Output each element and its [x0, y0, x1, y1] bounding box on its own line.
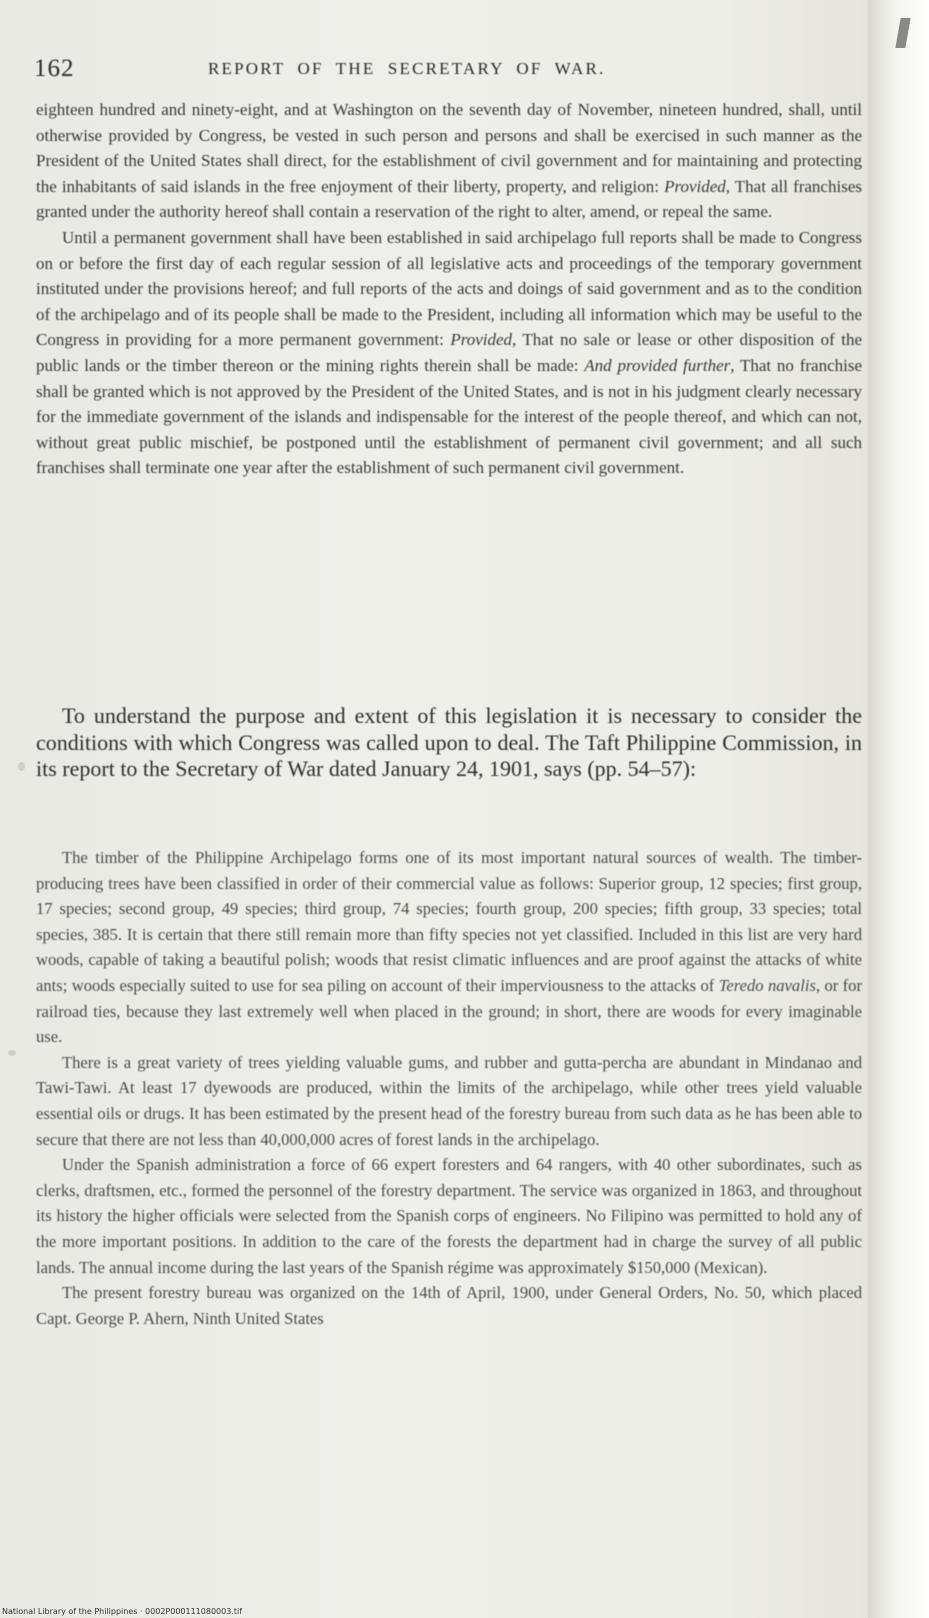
- page-number: 162: [34, 55, 75, 82]
- statute-text: [36, 97, 862, 481]
- proviso: And provided further: [584, 355, 731, 375]
- species-name: Teredo navalis: [718, 975, 816, 995]
- quoted-report: [36, 845, 862, 1331]
- statute-paragraph: Until a permanent government shall have been established in said archipelago full reports shall be made to Congress on or before the first day of each regular session of all legislative acts and proceedings of the temporary government instituted under the provisions hereof; and full reports of the acts and doings of said government and as to the condition of the archipelago and of its people shall be made to the President, including all information which may be useful to the Congress in providing for a more permanent government: Provided, That no sale or lease or other disposition of the public lands or the timber thereon or the mining rights therein shall be made: And provided further, That no franchise shall be granted which is not approved by the President of the United States, and is not in his judgment clearly necessary for the immediate government of the islands and indispensable for the interest of the people thereof, and which can not, without great public mischief, be postponed until the establishment of permanent civil government; and all such franchises shall terminate one year after the establishment of such permanent civil government.: [36, 227, 863, 478]
- quote-paragraph: Under the Spanish administration a force of 66 expert foresters and 64 rangers, with 40 other subordinates, such as clerks, draftsmen, etc., formed the personnel of the forestry department. The service was organized in 1863, and throughout its history the higher officials were selected from the Spanish corps of engineers. No Filipino was permitted to hold any of the more important positions. In addition to the care of the forests the department had in charge the survey of all public lands. The annual income during the last years of the Spanish régime was approximately $150,000 (Mexican).: [36, 1155, 862, 1277]
- proviso: Provided: [450, 330, 513, 350]
- margin-smudge: [8, 1050, 16, 1056]
- margin-smudge: [18, 762, 25, 771]
- proviso: Provided: [664, 176, 726, 196]
- quote-paragraph: The timber of the Philippine Archipelago forms one of its most important natural sources of wealth. The timber-producing trees have been classified in order of their commercial value as follows: Superior group, 12 species; first group, 17 species; second group, 49 species; third group, 74 species; fourth group, 200 species; fifth group, 33 species; total species, 385. It is certain that there still remain more than fifty species not yet classified. Included in this list are very hard woods, capable of taking a beautiful polish; woods that resist climatic influences and are proof against the attacks of white ants; woods especially suited to use for sea piling on account of their imperviousness to the attacks of Teredo navalis, or for railroad ties, because they last extremely well when placed in the ground; in short, there are woods for every imaginable use.: [36, 848, 863, 1047]
- scan-caption: National Library of the Philippines · 0002P000111080003.tif: [2, 1607, 243, 1616]
- quote-paragraph: There is a great variety of trees yielding valuable gums, and rubber and gutta-percha are abundant in Mindanao and Tawi-Tawi. At least 17 dyewoods are produced, within the limits of the archipelago, while other trees yield valuable essential oils or drugs. It has been estimated by the present head of the forestry bureau from such data as he has been able to secure that there are not less than 40,000,000 acres of forest lands in the archipelago.: [36, 1052, 862, 1149]
- page-header: [34, 55, 864, 89]
- body-paragraph: To understand the purpose and extent of this legislation it is necessary to consider the conditions with which Congress was called upon to deal. The Taft Philippine Commission, in its report to the Secretary of War dated January 24, 1901, says (pp. 54–57):: [36, 703, 862, 781]
- statute-paragraph: eighteen hundred and ninety-eight, and at Washington on the seventh day of November, nineteen hundred, shall, until otherwise provided by Congress, be vested in such person and persons and shall be exercised in such manner as the President of the United States shall direct, for the establishment of civil government and for maintaining and protecting the inhabitants of said islands in the free enjoyment of their liberty, property, and religion: Provided, That all franchises granted under the authority hereof shall contain a reservation of the right to alter, amend, or repeal the same.: [36, 100, 862, 222]
- page-edge: [868, 0, 929, 1618]
- quote-paragraph: The present forestry bureau was organized on the 14th of April, 1900, under General Orders, No. 50, which placed Capt. George P. Ahern, Ninth United States: [36, 1283, 862, 1328]
- body-text: [36, 703, 862, 783]
- running-head: REPORT OF THE SECRETARY OF WAR.: [208, 59, 606, 78]
